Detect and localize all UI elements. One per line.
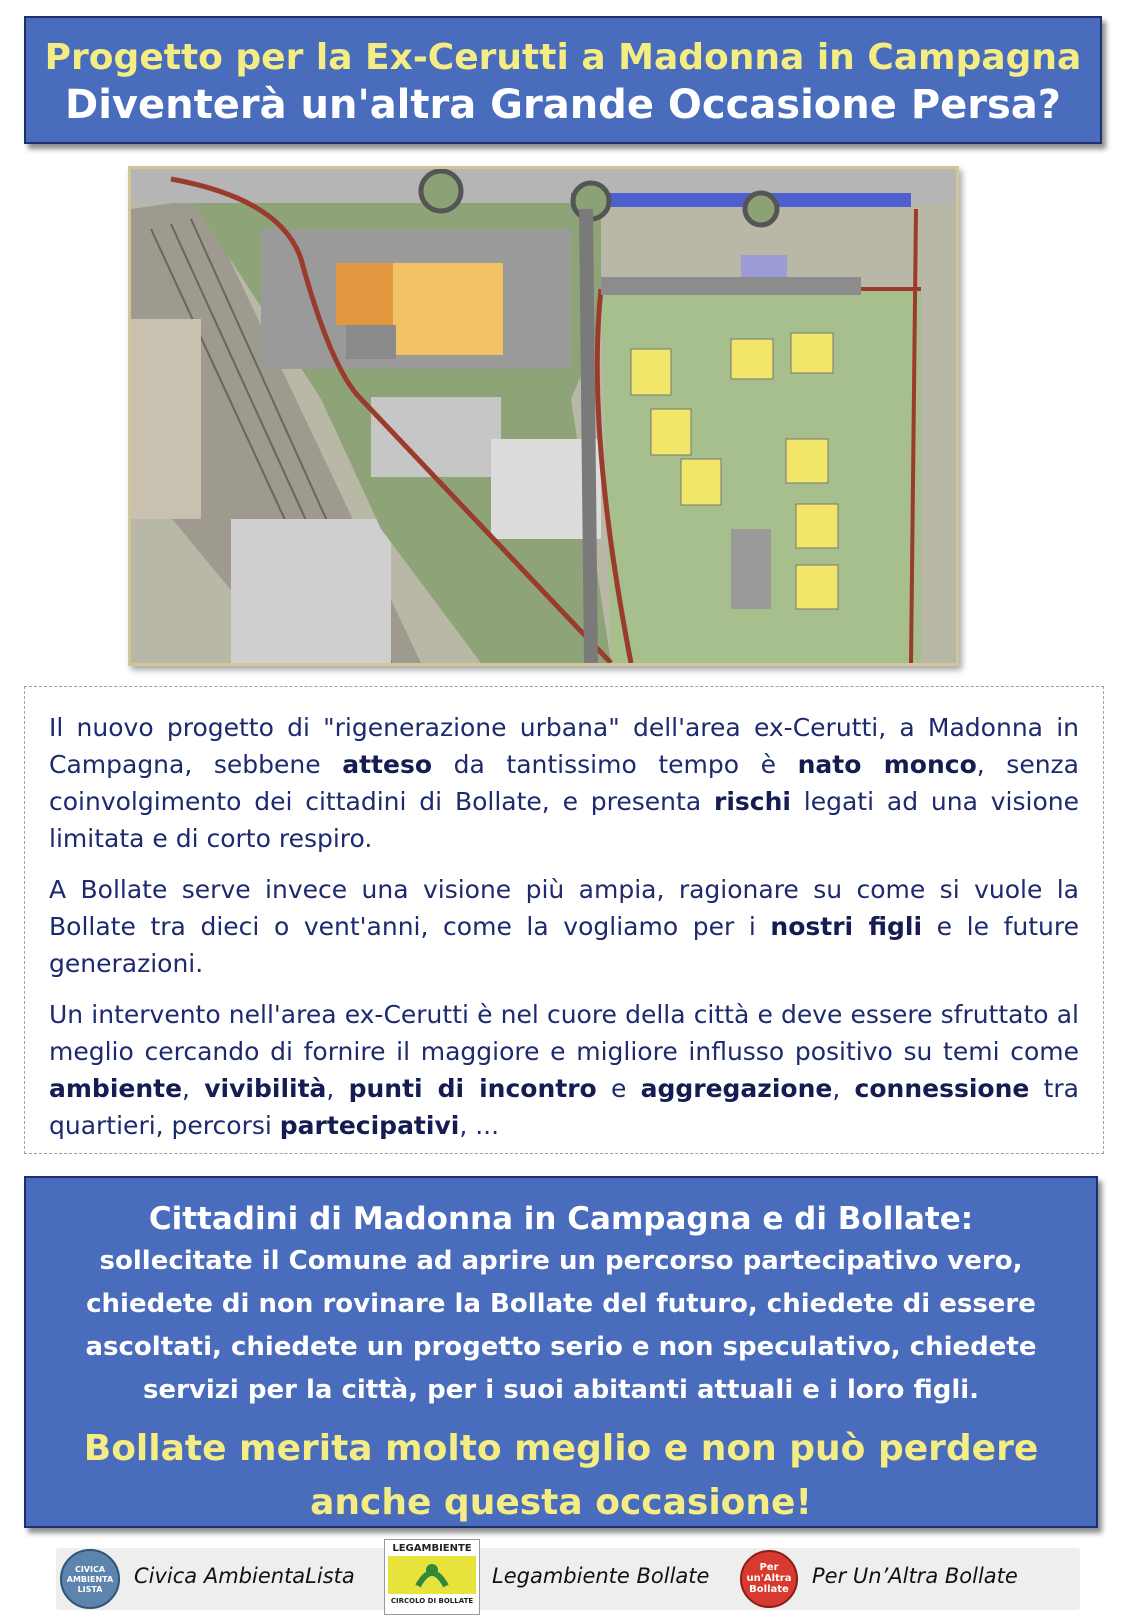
emphasis-text: connessione xyxy=(854,1074,1030,1103)
emphasis-text: ambiente xyxy=(49,1074,183,1103)
emphasis-text: nostri figli xyxy=(770,912,923,941)
legambiente-logo xyxy=(384,1539,480,1615)
body-text: tra quartieri, percorsi xyxy=(49,1074,1080,1140)
paragraph-3 xyxy=(49,996,1079,1144)
emphasis-text: rischi xyxy=(713,787,791,816)
call-to-action-banner xyxy=(24,1176,1098,1528)
legambiente-logo-bottom: CIRCOLO DI BOLLATE xyxy=(390,1597,474,1605)
site-plan-drawing xyxy=(131,169,956,663)
legambiente-label: Legambiente Bollate xyxy=(492,1564,710,1588)
emphasis-text: nato monco xyxy=(797,750,977,779)
project-site-plan-image xyxy=(128,166,959,666)
body-text: , ... xyxy=(459,1111,500,1140)
body-text: , xyxy=(182,1074,205,1103)
call-heading: Cittadini di Madonna in Campagna e di Bollate: xyxy=(148,1201,974,1237)
body-text: , xyxy=(326,1074,349,1103)
body-text: e le future generazioni. xyxy=(49,912,1079,978)
emphasis-text: aggregazione xyxy=(640,1074,833,1103)
paragraph-1 xyxy=(49,709,1079,857)
emphasis-text: vivibilità xyxy=(204,1074,327,1103)
civica-ambientalista-logo: CIVICA AMBIENTA LISTA xyxy=(60,1549,120,1609)
closing-line-2: anche questa occasione! xyxy=(310,1482,812,1523)
body-text: e xyxy=(596,1074,641,1103)
emphasis-text: atteso xyxy=(342,750,433,779)
body-text: Il nuovo progetto di "rigenerazione urbana" dell'area ex-Cerutti, a Madonna in Campagna, sebbene xyxy=(49,713,1079,779)
per-unaltra-bollate-logo: Per un'Altra Bollate xyxy=(740,1550,798,1608)
header-banner xyxy=(24,16,1102,144)
body-text: , xyxy=(832,1074,855,1103)
body-text: Un intervento nell'area ex-Cerutti è nel cuore della città e deve essere sfruttato al meglio cercando di fornire il maggiore e migliore influsso positivo su temi come xyxy=(49,1000,1079,1066)
call-body-text: sollecitate il Comune ad aprire un percorso partecipativo vero, chiedete di non rovinare la Bollate del futuro, chiedete di essere ascoltati, chiedete un progetto serio e non speculativo, chiedete servizi per la città, per i suoi abitanti attuali e i loro figli. xyxy=(85,1246,1037,1405)
title-line-1: Progetto per la Ex-Cerutti a Madonna in Campagna xyxy=(44,37,1082,78)
paragraph-2 xyxy=(49,871,1079,982)
body-text: , senza coinvolgimento dei cittadini di Bollate, e presenta xyxy=(49,750,1079,816)
description-text-box xyxy=(24,686,1104,1154)
body-text: legati ad una visione limitata e di corto respiro. xyxy=(49,787,1079,853)
title-line-2: Diventerà un'altra Grande Occasione Persa? xyxy=(65,82,1061,128)
closing-line-1: Bollate merita molto meglio e non può perdere xyxy=(83,1428,1039,1469)
body-text: A Bollate serve invece una visione più ampia, ragionare su come si vuole la Bollate tra dieci o vent'anni, come la vogliamo per i xyxy=(49,875,1079,941)
body-text: da tantissimo tempo è xyxy=(432,750,798,779)
legambiente-emblem xyxy=(388,1556,476,1594)
emphasis-text: partecipativi xyxy=(279,1111,460,1140)
civica-label: Civica AmbientaLista xyxy=(134,1564,355,1588)
emphasis-text: punti di incontro xyxy=(348,1074,597,1103)
legambiente-logo-top: LEGAMBIENTE xyxy=(392,1543,472,1554)
altra-bollate-label: Per Un’Altra Bollate xyxy=(812,1564,1018,1588)
footer-logos xyxy=(56,1543,1080,1610)
